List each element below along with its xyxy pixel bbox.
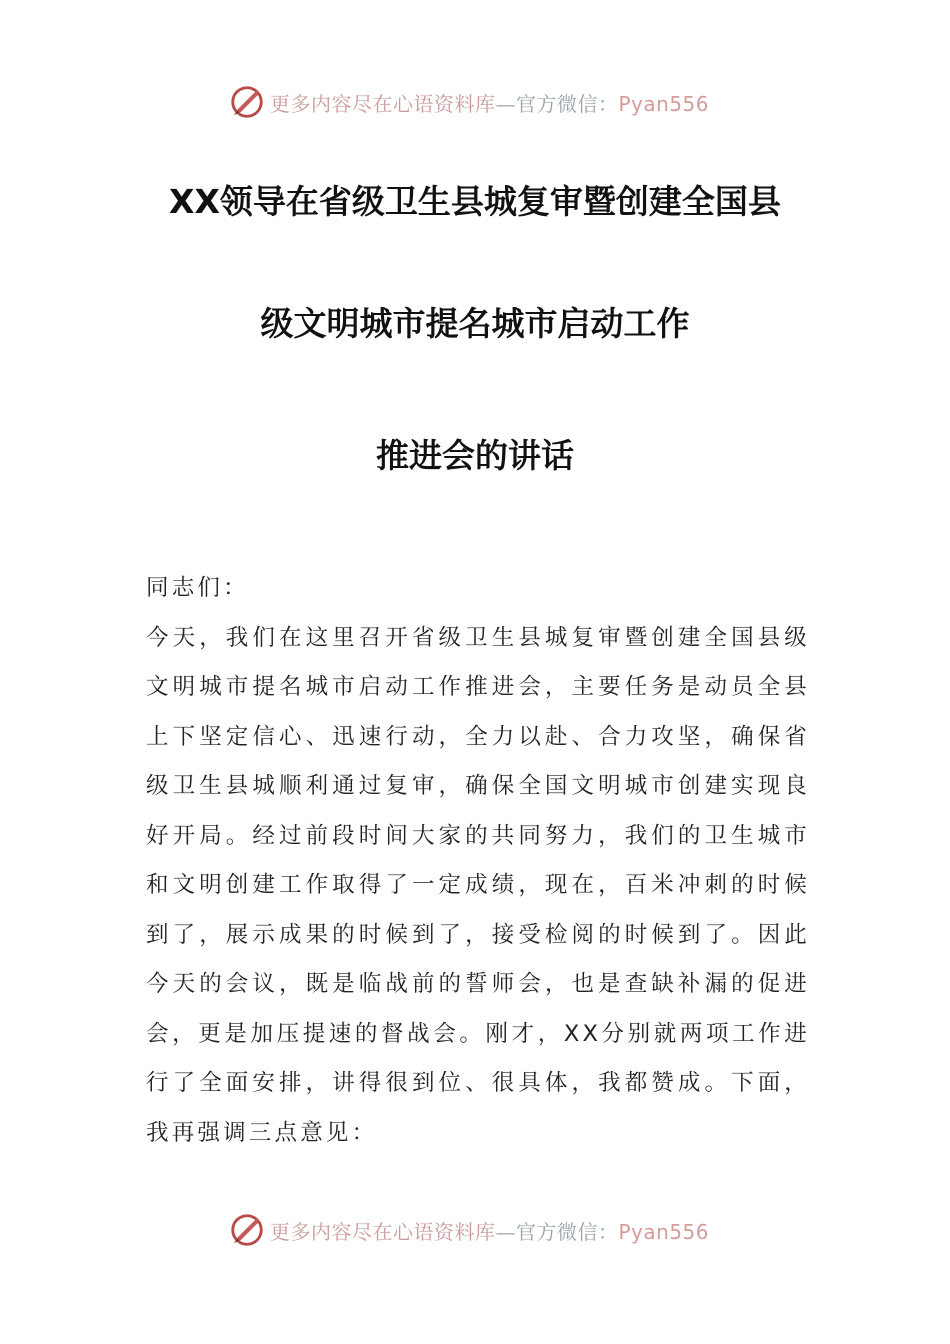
pen-circle-logo-icon [228, 83, 266, 121]
header-banner-text: 更多内容尽在心语资料库—官方微信：Pyan556 [270, 91, 710, 116]
pen-circle-logo-icon [228, 1211, 266, 1249]
paragraph-1: 今天，我们在这里召开省级卫生县城复审暨创建全国县级文明城市提名城市启动工作推进会，主要任务是动员全县上下坚定信心、迅速行动，全力以赴、合力攻坚，确保省级卫生县城顺利通过复审，确保全国文明城市创建实现良好开局。经过前段时间大家的共同努力，我们的卫生城市和文明创建工作取得了一定成绩，现在，百米冲刺的时候到了，展示成果的时候到了，接受检阅的时候到了。因此今天的会议，既是临战前的誓师会，也是查缺补漏的促进会，更是加压提速的督战会。刚才，XX分别就两项工作进行了全面安排，讲得很到位、很具体，我都赞成。下面，我再强调三点意见： [146, 624, 810, 1146]
footer-banner-text: 更多内容尽在心语资料库—官方微信：Pyan556 [270, 1219, 710, 1244]
header-banner [228, 82, 709, 122]
title-line-2: 级文明城市提名城市启动工作 [260, 304, 690, 343]
salutation: 同志们： [146, 575, 249, 601]
title-line-3: 推进会的讲话 [376, 436, 574, 475]
speech-body [146, 564, 810, 1158]
title-line-1: XX领导在省级卫生县城复审暨创建全国县 [169, 182, 781, 221]
footer-banner [228, 1210, 709, 1250]
